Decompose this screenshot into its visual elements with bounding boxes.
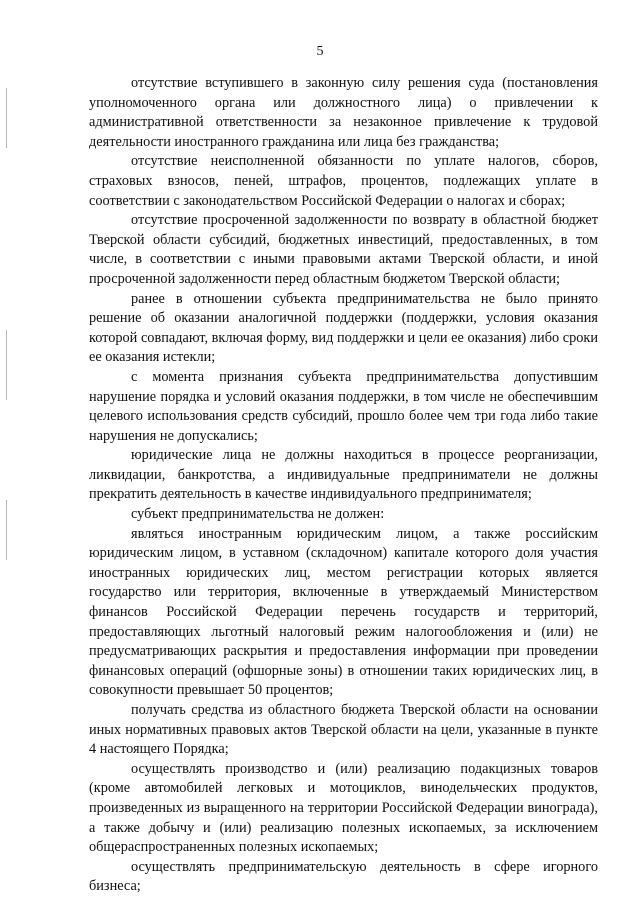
binding-mark-lower [6,500,7,560]
paragraph-must-not-intro: субъект предпринимательства не должен: [131,506,385,523]
paragraph-no-court-decision: отсутствие вступившего в законную силу решения суда (постановления уполномоченного органа или должностного лица) о привлечении к административной ответственности за незаконное привлечение к трудовой деятельности иностранного гражданина или лица без гражданства; [89,75,598,150]
paragraph-no-gambling: осуществлять предпринимательскую деятельность в сфере игорного бизнеса; [89,858,598,895]
paragraph-no-foreign-entity: являться иностранным юридическим лицом, а также российским юридическим лицом, в уставном (складочном) капитале которого доля участия иностранных юридических лиц, местом регистрации которых является государство или территория, включенные в утверждаемый Министерством финансов Российской Федерации перечень государств и территорий, предоставляющих льготный налоговый режим налогообложения и (или) не предусматривающих раскрытия и предоставления информации при проведении финансовых операций (офшорные зоны) в отношении таких юридических лиц, в совокупности превышает 50 процентов; [89,525,598,699]
paragraph-no-tax-debt: отсутствие неисполненной обязанности по уплате налогов, сборов, страховых взносов, пеней, штрафов, процентов, подлежащих уплате в соответствии с законодательством Российской Федерации о налогах и сборах; [89,153,598,209]
paragraph-no-reorganization: юридические лица не должны находиться в процессе реорганизации, ликвидации, банкротства, а индивидуальные предприниматели не должны прекратить деятельность в качестве индивидуального предпринимателя; [89,447,598,503]
paragraph-no-other-funds: получать средства из областного бюджета Тверской области на основании иных нормативных правовых актов Тверской области на цели, указанные в пункте 4 настоящего Порядка; [89,702,598,758]
binding-mark-top [6,88,7,148]
paragraph-no-excise-goods: осуществлять производство и (или) реализацию подакцизных товаров (кроме автомобилей легковых и мотоциклов, винодельческих продуктов, произведенных из выращенного на территории Российской Федерации винограда), а также добычу и (или) реализацию полезных ископаемых, за исключением общераспространенных полезных ископаемых; [89,760,598,856]
binding-mark-middle [6,330,7,400]
document-body [89,74,598,897]
paragraph-violation-period: с момента признания субъекта предпринимательства допустившим нарушение порядка и условий оказания поддержки, в том числе не обеспечившим целевого использования средств субсидий, прошло более чем три года либо такие нарушения не допускались; [89,368,598,444]
paragraph-no-similar-support: ранее в отношении субъекта предпринимательства не было принято решение об оказании аналогичной поддержки (поддержки, условия оказания которой совпадают, включая форму, вид поддержки и цели ее оказания) либо сроки ее оказания истекли; [89,290,598,366]
page-number: 5 [316,44,324,59]
paragraph-no-budget-debt: отсутствие просроченной задолженности по возврату в областной бюджет Тверской области субсидий, бюджетных инвестиций, предоставленных, в том числе, в соответствии с иными правовыми актами Тверской области, и иной просроченной задолженности перед областным бюджетом Тверской области; [89,212,598,287]
